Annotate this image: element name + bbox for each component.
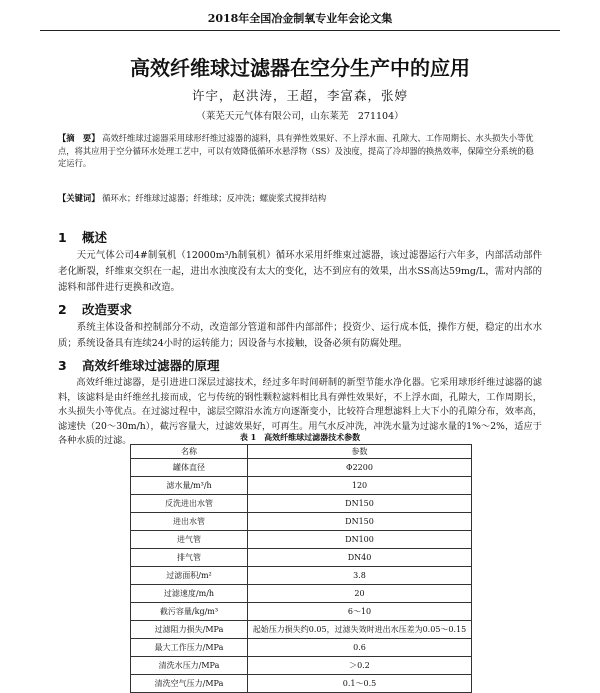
param-name: 清洗水压力/MPa xyxy=(131,657,248,675)
param-name: 最大工作压力/MPa xyxy=(131,639,248,657)
table-row xyxy=(131,513,472,531)
section-heading-2 xyxy=(58,300,542,318)
table-row xyxy=(131,459,472,477)
table-row xyxy=(131,621,472,639)
abstract-label: 【摘 要】 xyxy=(58,133,100,143)
param-value: Φ2200 xyxy=(248,459,472,477)
param-name: 反洗进出水管 xyxy=(131,495,248,513)
table-row xyxy=(131,549,472,567)
section-number: 1 xyxy=(58,230,67,245)
param-value: DN40 xyxy=(248,549,472,567)
section-number: 2 xyxy=(58,302,67,317)
table-row xyxy=(131,531,472,549)
param-name: 清洗空气压力/MPa xyxy=(131,675,248,693)
keywords-text: 循环水；纤维球过滤器；纤维球；反冲洗；螺旋浆式搅拌结构 xyxy=(102,193,327,203)
section-title: 高效纤维球过滤器的原理 xyxy=(82,358,220,373)
param-name: 滤水量/m³/h xyxy=(131,477,248,495)
table-row xyxy=(131,477,472,495)
section-title: 概述 xyxy=(82,230,108,245)
param-value: DN150 xyxy=(248,513,472,531)
header-rule xyxy=(40,30,560,31)
abstract xyxy=(58,132,542,170)
abstract-text: 高效纤维球过滤器采用球形纤维过滤器的滤料，具有弹性效果好、不上浮水面、孔隙大、工作周期长、水头损失小等优点，将其应用于空分循环水处理工艺中，可以有效降低循环水悬浮物（SS）及浊度，提高了冷却器的换热效率，保障空分系统的稳定运行。 xyxy=(58,133,534,168)
table-row xyxy=(131,657,472,675)
param-value: 6～10 xyxy=(248,603,472,621)
section-heading-3 xyxy=(58,356,542,374)
param-name: 过滤速度/m/h xyxy=(131,585,248,603)
param-value: 3.8 xyxy=(248,567,472,585)
table-header-cell: 参数 xyxy=(248,445,472,459)
section-body-2: 系统主体设备和控制部分不动，改造部分管道和部件内部部件；投资少、运行成本低，操作方便，稳定的出水水质；系统设备具有连续24小时的运转能力；因设备与水接触，设备必须有防腐处理。 xyxy=(58,322,542,349)
running-header: 2018年全国冶金制氧专业年会论文集 xyxy=(207,12,393,25)
param-name: 进出水管 xyxy=(131,513,248,531)
table-row xyxy=(131,639,472,657)
paper-affiliation: （莱芜天元气体有限公司，山东莱芜 271104） xyxy=(196,111,404,122)
table-header-row xyxy=(131,445,472,459)
section-body-3: 高效纤维过滤器，是引进进口深层过滤技术，经过多年时间研制的新型节能水净化器。它采用球形纤维过滤器的滤料，该滤料是由纤维丝扎接而成，它与传统的钢性颗粒滤料相比具有弹性效果好，不上浮水面，孔隙大，工作周期长，水头损失小等优点。在过滤过程中，滤层空隙沿水流方向逐渐变小，比较符合理想滤料上大下小的孔隙分布，效率高，滤速快（20～30m/h），截污容量大，过滤效果好，可再生。用气水反冲洗，冲洗水量为过滤水量的1%～2%，适应于各种水质的过滤。 xyxy=(58,377,542,446)
table-row xyxy=(131,675,472,693)
table-row xyxy=(131,585,472,603)
table-caption: 表 1 高效纤维球过滤器技术参数 xyxy=(239,432,361,442)
section-heading-1 xyxy=(58,228,542,246)
section-body-1: 天元气体公司4#制氧机（12000m³/h制氧机）循环水采用纤维束过滤器，该过滤器运行六年多，内部活动部件老化断裂，纤维束交织在一起，进出水浊度没有太大的变化，达不到应有的效果，出水SS高达59mg/L，需对内部的滤料和部件进行更换和改造。 xyxy=(58,250,542,293)
param-name: 进气管 xyxy=(131,531,248,549)
spec-table xyxy=(130,444,472,693)
param-value: 120 xyxy=(248,477,472,495)
param-value: DN100 xyxy=(248,531,472,549)
table-row xyxy=(131,495,472,513)
param-value: 20 xyxy=(248,585,472,603)
param-name: 截污容量/kg/m³ xyxy=(131,603,248,621)
table-header-cell: 名称 xyxy=(131,445,248,459)
param-name: 过滤面积/m² xyxy=(131,567,248,585)
param-value: 起始压力损失约0.05，过滤失效时进出水压差为0.05～0.15 xyxy=(248,621,472,639)
table-row xyxy=(131,567,472,585)
table-row xyxy=(131,603,472,621)
paper-title: 高效纤维球过滤器在空分生产中的应用 xyxy=(130,56,470,80)
param-value: 0.6 xyxy=(248,639,472,657)
param-name: 过滤阻力损失/MPa xyxy=(131,621,248,639)
paper-authors: 许宇，赵洪涛，王超，李富森，张婷 xyxy=(191,88,408,103)
param-name: 罐体直径 xyxy=(131,459,248,477)
keywords-label: 【关键词】 xyxy=(58,193,100,203)
param-value: 0.1～0.5 xyxy=(248,675,472,693)
param-name: 排气管 xyxy=(131,549,248,567)
section-title: 改造要求 xyxy=(82,302,133,317)
param-value: DN150 xyxy=(248,495,472,513)
section-number: 3 xyxy=(58,358,67,373)
keywords xyxy=(58,192,542,204)
param-value: ＞0.2 xyxy=(248,657,472,675)
